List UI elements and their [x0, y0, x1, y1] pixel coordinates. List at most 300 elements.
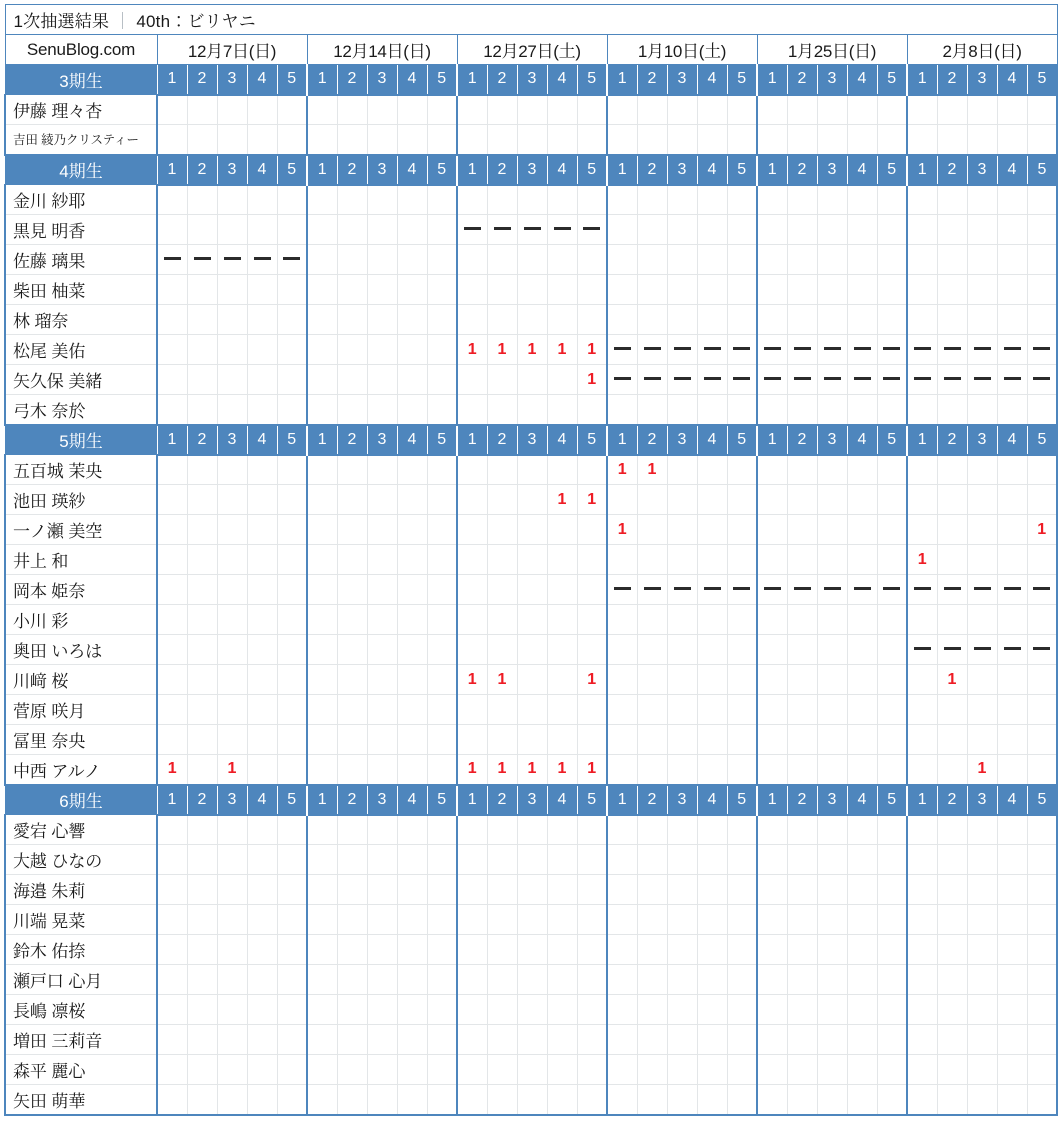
- slot-cell[interactable]: [157, 605, 187, 635]
- slot-cell[interactable]: [217, 575, 247, 605]
- slot-cell[interactable]: [547, 875, 577, 905]
- slot-cell[interactable]: [157, 995, 187, 1025]
- slot-cell[interactable]: [1027, 395, 1057, 425]
- slot-cell[interactable]: [817, 1055, 847, 1085]
- slot-cell[interactable]: [937, 1025, 967, 1055]
- slot-cell[interactable]: [397, 605, 427, 635]
- slot-cell[interactable]: [787, 185, 817, 215]
- slot-cell[interactable]: [667, 605, 697, 635]
- slot-cell[interactable]: [577, 815, 607, 845]
- slot-cell[interactable]: [397, 965, 427, 995]
- slot-cell[interactable]: [157, 575, 187, 605]
- slot-cell[interactable]: [307, 515, 337, 545]
- slot-cell[interactable]: [367, 365, 397, 395]
- slot-cell[interactable]: [967, 365, 997, 395]
- slot-cell[interactable]: [427, 605, 457, 635]
- slot-cell[interactable]: [697, 305, 727, 335]
- slot-cell[interactable]: [187, 95, 217, 125]
- slot-cell[interactable]: [757, 605, 787, 635]
- slot-cell[interactable]: [337, 665, 367, 695]
- slot-cell[interactable]: [277, 575, 307, 605]
- slot-cell[interactable]: [697, 605, 727, 635]
- slot-cell[interactable]: [877, 605, 907, 635]
- slot-cell[interactable]: [907, 365, 937, 395]
- slot-cell[interactable]: [847, 755, 877, 785]
- slot-cell[interactable]: [307, 275, 337, 305]
- slot-cell[interactable]: [247, 1025, 277, 1055]
- slot-cell[interactable]: [307, 1025, 337, 1055]
- slot-cell[interactable]: [577, 185, 607, 215]
- slot-cell[interactable]: [487, 575, 517, 605]
- slot-cell[interactable]: [217, 875, 247, 905]
- slot-cell[interactable]: [487, 1055, 517, 1085]
- slot-cell[interactable]: [847, 665, 877, 695]
- slot-cell[interactable]: [637, 335, 667, 365]
- slot-cell[interactable]: [517, 815, 547, 845]
- slot-cell[interactable]: [697, 95, 727, 125]
- slot-cell[interactable]: [787, 605, 817, 635]
- slot-cell[interactable]: [547, 275, 577, 305]
- slot-cell[interactable]: [187, 185, 217, 215]
- slot-cell[interactable]: [217, 755, 247, 785]
- slot-cell[interactable]: [847, 845, 877, 875]
- slot-cell[interactable]: [457, 335, 487, 365]
- slot-cell[interactable]: [307, 365, 337, 395]
- slot-cell[interactable]: [607, 845, 637, 875]
- slot-cell[interactable]: [847, 455, 877, 485]
- slot-cell[interactable]: [967, 335, 997, 365]
- slot-cell[interactable]: [667, 185, 697, 215]
- slot-cell[interactable]: [877, 545, 907, 575]
- slot-cell[interactable]: [427, 755, 457, 785]
- slot-cell[interactable]: [757, 1025, 787, 1055]
- slot-cell[interactable]: [247, 875, 277, 905]
- slot-cell[interactable]: [547, 755, 577, 785]
- slot-cell[interactable]: [697, 515, 727, 545]
- slot-cell[interactable]: [817, 935, 847, 965]
- slot-cell[interactable]: [817, 515, 847, 545]
- slot-cell[interactable]: [217, 365, 247, 395]
- slot-cell[interactable]: [277, 245, 307, 275]
- slot-cell[interactable]: [307, 965, 337, 995]
- slot-cell[interactable]: [397, 335, 427, 365]
- slot-cell[interactable]: [967, 395, 997, 425]
- slot-cell[interactable]: [877, 1055, 907, 1085]
- slot-cell[interactable]: [937, 455, 967, 485]
- slot-cell[interactable]: [997, 995, 1027, 1025]
- slot-cell[interactable]: [577, 125, 607, 155]
- slot-cell[interactable]: [457, 545, 487, 575]
- slot-cell[interactable]: [517, 395, 547, 425]
- slot-cell[interactable]: [337, 695, 367, 725]
- slot-cell[interactable]: [877, 485, 907, 515]
- slot-cell[interactable]: [1027, 905, 1057, 935]
- slot-cell[interactable]: [517, 305, 547, 335]
- slot-cell[interactable]: [1027, 845, 1057, 875]
- slot-cell[interactable]: [337, 575, 367, 605]
- slot-cell[interactable]: [187, 935, 217, 965]
- slot-cell[interactable]: [307, 455, 337, 485]
- slot-cell[interactable]: [757, 485, 787, 515]
- slot-cell[interactable]: [847, 515, 877, 545]
- slot-cell[interactable]: [517, 695, 547, 725]
- slot-cell[interactable]: [307, 695, 337, 725]
- slot-cell[interactable]: [817, 185, 847, 215]
- slot-cell[interactable]: [397, 305, 427, 335]
- slot-cell[interactable]: [517, 365, 547, 395]
- slot-cell[interactable]: [877, 455, 907, 485]
- slot-cell[interactable]: [757, 995, 787, 1025]
- slot-cell[interactable]: [487, 665, 517, 695]
- slot-cell[interactable]: [217, 905, 247, 935]
- slot-cell[interactable]: [727, 275, 757, 305]
- slot-cell[interactable]: [247, 1055, 277, 1085]
- slot-cell[interactable]: [757, 905, 787, 935]
- slot-cell[interactable]: [727, 575, 757, 605]
- slot-cell[interactable]: [487, 695, 517, 725]
- slot-cell[interactable]: [487, 485, 517, 515]
- slot-cell[interactable]: [247, 245, 277, 275]
- slot-cell[interactable]: [667, 335, 697, 365]
- slot-cell[interactable]: [607, 485, 637, 515]
- slot-cell[interactable]: [967, 1055, 997, 1085]
- slot-cell[interactable]: [727, 935, 757, 965]
- slot-cell[interactable]: [967, 125, 997, 155]
- slot-cell[interactable]: [907, 245, 937, 275]
- slot-cell[interactable]: [607, 515, 637, 545]
- slot-cell[interactable]: [637, 815, 667, 845]
- slot-cell[interactable]: [967, 695, 997, 725]
- slot-cell[interactable]: [727, 755, 757, 785]
- slot-cell[interactable]: [457, 695, 487, 725]
- slot-cell[interactable]: [547, 185, 577, 215]
- slot-cell[interactable]: [817, 125, 847, 155]
- slot-cell[interactable]: [247, 185, 277, 215]
- slot-cell[interactable]: [997, 275, 1027, 305]
- slot-cell[interactable]: [487, 755, 517, 785]
- slot-cell[interactable]: [217, 665, 247, 695]
- slot-cell[interactable]: [787, 695, 817, 725]
- slot-cell[interactable]: [217, 635, 247, 665]
- slot-cell[interactable]: [427, 635, 457, 665]
- slot-cell[interactable]: [697, 1055, 727, 1085]
- slot-cell[interactable]: [157, 755, 187, 785]
- slot-cell[interactable]: [487, 995, 517, 1025]
- slot-cell[interactable]: [247, 905, 277, 935]
- slot-cell[interactable]: [877, 905, 907, 935]
- slot-cell[interactable]: [877, 335, 907, 365]
- slot-cell[interactable]: [457, 1025, 487, 1055]
- slot-cell[interactable]: [277, 215, 307, 245]
- slot-cell[interactable]: [967, 245, 997, 275]
- slot-cell[interactable]: [217, 335, 247, 365]
- slot-cell[interactable]: [217, 815, 247, 845]
- slot-cell[interactable]: [787, 725, 817, 755]
- slot-cell[interactable]: [637, 845, 667, 875]
- slot-cell[interactable]: [217, 275, 247, 305]
- slot-cell[interactable]: [217, 965, 247, 995]
- slot-cell[interactable]: [757, 545, 787, 575]
- slot-cell[interactable]: [487, 125, 517, 155]
- slot-cell[interactable]: [727, 1025, 757, 1055]
- slot-cell[interactable]: [667, 755, 697, 785]
- slot-cell[interactable]: [787, 245, 817, 275]
- slot-cell[interactable]: [877, 125, 907, 155]
- slot-cell[interactable]: [397, 485, 427, 515]
- slot-cell[interactable]: [787, 935, 817, 965]
- slot-cell[interactable]: [217, 185, 247, 215]
- slot-cell[interactable]: [577, 485, 607, 515]
- slot-cell[interactable]: [697, 335, 727, 365]
- slot-cell[interactable]: [277, 725, 307, 755]
- slot-cell[interactable]: [757, 965, 787, 995]
- slot-cell[interactable]: [397, 515, 427, 545]
- slot-cell[interactable]: [307, 605, 337, 635]
- slot-cell[interactable]: [1027, 95, 1057, 125]
- slot-cell[interactable]: [367, 1025, 397, 1055]
- slot-cell[interactable]: [577, 665, 607, 695]
- slot-cell[interactable]: [757, 95, 787, 125]
- slot-cell[interactable]: [577, 695, 607, 725]
- slot-cell[interactable]: [457, 125, 487, 155]
- slot-cell[interactable]: [547, 395, 577, 425]
- slot-cell[interactable]: [427, 575, 457, 605]
- slot-cell[interactable]: [217, 1085, 247, 1115]
- slot-cell[interactable]: [307, 215, 337, 245]
- slot-cell[interactable]: [997, 365, 1027, 395]
- slot-cell[interactable]: [217, 1025, 247, 1055]
- slot-cell[interactable]: [937, 185, 967, 215]
- slot-cell[interactable]: [787, 455, 817, 485]
- slot-cell[interactable]: [157, 845, 187, 875]
- slot-cell[interactable]: [397, 905, 427, 935]
- slot-cell[interactable]: [337, 1025, 367, 1055]
- slot-cell[interactable]: [667, 245, 697, 275]
- slot-cell[interactable]: [637, 275, 667, 305]
- slot-cell[interactable]: [487, 515, 517, 545]
- slot-cell[interactable]: [517, 515, 547, 545]
- slot-cell[interactable]: [427, 395, 457, 425]
- slot-cell[interactable]: [937, 395, 967, 425]
- slot-cell[interactable]: [517, 125, 547, 155]
- slot-cell[interactable]: [1027, 455, 1057, 485]
- slot-cell[interactable]: [787, 875, 817, 905]
- slot-cell[interactable]: [637, 245, 667, 275]
- slot-cell[interactable]: [937, 965, 967, 995]
- slot-cell[interactable]: [457, 875, 487, 905]
- slot-cell[interactable]: [337, 995, 367, 1025]
- slot-cell[interactable]: [517, 845, 547, 875]
- slot-cell[interactable]: [877, 755, 907, 785]
- slot-cell[interactable]: [547, 1025, 577, 1055]
- slot-cell[interactable]: [397, 1055, 427, 1085]
- slot-cell[interactable]: [577, 1025, 607, 1055]
- slot-cell[interactable]: [877, 695, 907, 725]
- slot-cell[interactable]: [607, 1085, 637, 1115]
- slot-cell[interactable]: [787, 1055, 817, 1085]
- slot-cell[interactable]: [307, 815, 337, 845]
- slot-cell[interactable]: [577, 965, 607, 995]
- slot-cell[interactable]: [397, 1085, 427, 1115]
- slot-cell[interactable]: [247, 605, 277, 635]
- slot-cell[interactable]: [217, 305, 247, 335]
- slot-cell[interactable]: [847, 1055, 877, 1085]
- slot-cell[interactable]: [277, 515, 307, 545]
- slot-cell[interactable]: [217, 845, 247, 875]
- slot-cell[interactable]: [697, 125, 727, 155]
- slot-cell[interactable]: [637, 935, 667, 965]
- slot-cell[interactable]: [157, 905, 187, 935]
- slot-cell[interactable]: [1027, 125, 1057, 155]
- slot-cell[interactable]: [697, 815, 727, 845]
- slot-cell[interactable]: [187, 485, 217, 515]
- slot-cell[interactable]: [907, 455, 937, 485]
- slot-cell[interactable]: [487, 215, 517, 245]
- slot-cell[interactable]: [1027, 695, 1057, 725]
- slot-cell[interactable]: [187, 755, 217, 785]
- slot-cell[interactable]: [187, 335, 217, 365]
- slot-cell[interactable]: [907, 965, 937, 995]
- slot-cell[interactable]: [217, 995, 247, 1025]
- slot-cell[interactable]: [547, 335, 577, 365]
- slot-cell[interactable]: [517, 935, 547, 965]
- slot-cell[interactable]: [697, 905, 727, 935]
- slot-cell[interactable]: [217, 545, 247, 575]
- slot-cell[interactable]: [907, 755, 937, 785]
- slot-cell[interactable]: [577, 755, 607, 785]
- slot-cell[interactable]: [547, 545, 577, 575]
- slot-cell[interactable]: [367, 95, 397, 125]
- slot-cell[interactable]: [487, 815, 517, 845]
- slot-cell[interactable]: [847, 215, 877, 245]
- slot-cell[interactable]: [397, 1025, 427, 1055]
- slot-cell[interactable]: [667, 905, 697, 935]
- slot-cell[interactable]: [607, 245, 637, 275]
- slot-cell[interactable]: [547, 515, 577, 545]
- slot-cell[interactable]: [457, 575, 487, 605]
- slot-cell[interactable]: [397, 215, 427, 245]
- slot-cell[interactable]: [457, 635, 487, 665]
- slot-cell[interactable]: [307, 575, 337, 605]
- slot-cell[interactable]: [517, 95, 547, 125]
- slot-cell[interactable]: [427, 275, 457, 305]
- slot-cell[interactable]: [487, 455, 517, 485]
- slot-cell[interactable]: [547, 305, 577, 335]
- slot-cell[interactable]: [967, 185, 997, 215]
- slot-cell[interactable]: [547, 965, 577, 995]
- slot-cell[interactable]: [457, 185, 487, 215]
- slot-cell[interactable]: [787, 965, 817, 995]
- slot-cell[interactable]: [667, 215, 697, 245]
- slot-cell[interactable]: [517, 215, 547, 245]
- slot-cell[interactable]: [637, 1085, 667, 1115]
- slot-cell[interactable]: [937, 125, 967, 155]
- slot-cell[interactable]: [967, 755, 997, 785]
- slot-cell[interactable]: [667, 305, 697, 335]
- slot-cell[interactable]: [787, 815, 817, 845]
- slot-cell[interactable]: [277, 485, 307, 515]
- slot-cell[interactable]: [667, 725, 697, 755]
- slot-cell[interactable]: [817, 665, 847, 695]
- slot-cell[interactable]: [847, 125, 877, 155]
- slot-cell[interactable]: [307, 755, 337, 785]
- slot-cell[interactable]: [277, 755, 307, 785]
- slot-cell[interactable]: [727, 395, 757, 425]
- slot-cell[interactable]: [787, 635, 817, 665]
- slot-cell[interactable]: [397, 455, 427, 485]
- slot-cell[interactable]: [877, 635, 907, 665]
- slot-cell[interactable]: [577, 1085, 607, 1115]
- slot-cell[interactable]: [157, 935, 187, 965]
- slot-cell[interactable]: [547, 605, 577, 635]
- slot-cell[interactable]: [367, 215, 397, 245]
- slot-cell[interactable]: [757, 575, 787, 605]
- slot-cell[interactable]: [307, 845, 337, 875]
- slot-cell[interactable]: [187, 275, 217, 305]
- slot-cell[interactable]: [1027, 995, 1057, 1025]
- slot-cell[interactable]: [157, 965, 187, 995]
- slot-cell[interactable]: [397, 365, 427, 395]
- slot-cell[interactable]: [607, 905, 637, 935]
- slot-cell[interactable]: [877, 95, 907, 125]
- slot-cell[interactable]: [277, 455, 307, 485]
- slot-cell[interactable]: [907, 305, 937, 335]
- slot-cell[interactable]: [397, 185, 427, 215]
- slot-cell[interactable]: [907, 815, 937, 845]
- slot-cell[interactable]: [907, 875, 937, 905]
- slot-cell[interactable]: [247, 665, 277, 695]
- slot-cell[interactable]: [157, 185, 187, 215]
- slot-cell[interactable]: [937, 845, 967, 875]
- slot-cell[interactable]: [817, 485, 847, 515]
- slot-cell[interactable]: [487, 245, 517, 275]
- slot-cell[interactable]: [217, 695, 247, 725]
- slot-cell[interactable]: [787, 395, 817, 425]
- slot-cell[interactable]: [307, 125, 337, 155]
- slot-cell[interactable]: [1027, 1085, 1057, 1115]
- slot-cell[interactable]: [847, 95, 877, 125]
- slot-cell[interactable]: [967, 305, 997, 335]
- slot-cell[interactable]: [367, 125, 397, 155]
- slot-cell[interactable]: [307, 665, 337, 695]
- slot-cell[interactable]: [457, 515, 487, 545]
- slot-cell[interactable]: [937, 905, 967, 935]
- slot-cell[interactable]: [457, 365, 487, 395]
- slot-cell[interactable]: [697, 935, 727, 965]
- slot-cell[interactable]: [697, 875, 727, 905]
- slot-cell[interactable]: [697, 215, 727, 245]
- slot-cell[interactable]: [697, 635, 727, 665]
- slot-cell[interactable]: [757, 665, 787, 695]
- slot-cell[interactable]: [907, 1055, 937, 1085]
- slot-cell[interactable]: [907, 335, 937, 365]
- slot-cell[interactable]: [667, 815, 697, 845]
- slot-cell[interactable]: [277, 815, 307, 845]
- slot-cell[interactable]: [367, 275, 397, 305]
- slot-cell[interactable]: [367, 245, 397, 275]
- slot-cell[interactable]: [517, 1055, 547, 1085]
- slot-cell[interactable]: [487, 905, 517, 935]
- slot-cell[interactable]: [997, 605, 1027, 635]
- slot-cell[interactable]: [517, 725, 547, 755]
- slot-cell[interactable]: [547, 485, 577, 515]
- slot-cell[interactable]: [1027, 365, 1057, 395]
- slot-cell[interactable]: [697, 455, 727, 485]
- slot-cell[interactable]: [337, 1085, 367, 1115]
- slot-cell[interactable]: [997, 515, 1027, 545]
- slot-cell[interactable]: [727, 875, 757, 905]
- slot-cell[interactable]: [307, 995, 337, 1025]
